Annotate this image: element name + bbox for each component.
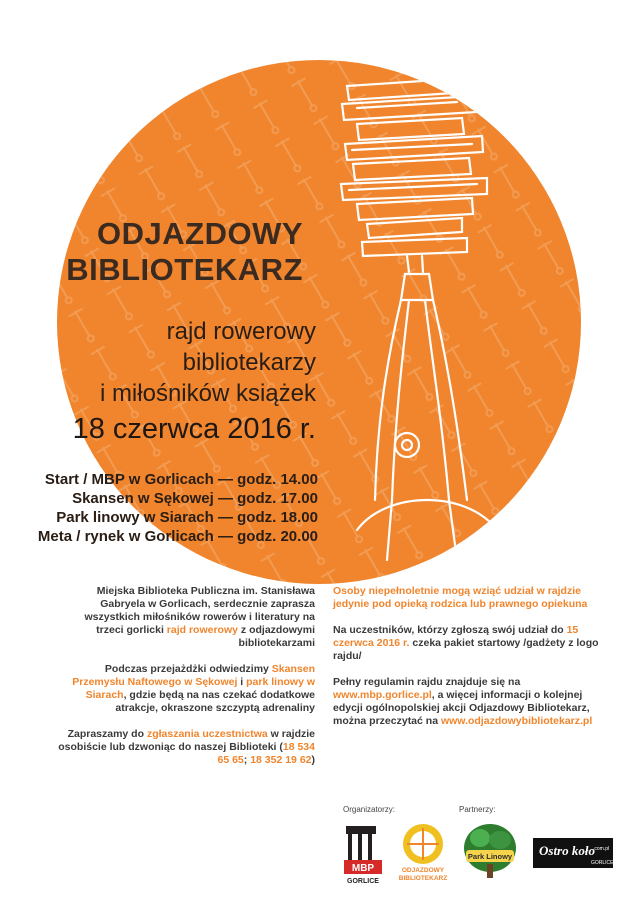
highlight-text: Skansen Przemysłu Naftowego w Sękowej: [72, 663, 315, 688]
ostro-logo-text: Ostro koło: [539, 843, 595, 858]
highlight-text: 15 czerwca 2016 r.: [333, 624, 579, 649]
minors-notice: Osoby niepełnoletnie mogą wziąć udział w rajdzie jedynie pod opieką rodzica lub prawnego opiekuna: [333, 585, 588, 610]
mbp-logo-sub: GORLICE: [347, 878, 379, 885]
schedule-item: Start / MBP w Gorlicach — godz. 14.00: [44, 471, 318, 488]
highlight-text: rajd rowerowy: [166, 624, 238, 636]
poster-title: [66, 216, 303, 288]
ostro-logo-sub: GORLICE: [591, 860, 613, 866]
organizers-label: Organizatorzy:: [343, 805, 396, 814]
title-line-1: ODJAZDOWY: [97, 216, 303, 251]
ostro-kolo-logo: [533, 838, 613, 868]
schedule-list: [38, 470, 318, 546]
registration-paragraph: Zapraszamy do zgłaszania uczestnictwa w rajdzie osobiście lub dzwoniąc do naszej Biblioteki (18 534 65 65; 18 352 19 62): [58, 728, 315, 766]
mbp-website-link[interactable]: www.mbp.gorlice.pl: [333, 689, 432, 701]
subtitle-line-3: i miłośników książek: [99, 380, 316, 407]
poster-subtitle: [100, 316, 316, 409]
info-right-column: [333, 585, 603, 741]
odjazdowy-website-link[interactable]: www.odjazdowybibliotekarz.pl: [440, 715, 593, 727]
schedule-item: Meta / rynek w Gorlicach — godz. 20.00: [37, 528, 318, 545]
phone-number[interactable]: 18 352 19 62: [250, 754, 312, 766]
starter-pack-paragraph: Na uczestników, którzy zgłoszą swój udział do 15 czerwca 2016 r. czeka pakiet startowy /gadżety z logo rajdu/: [333, 624, 599, 662]
info-left-column: [55, 585, 315, 780]
park-logo-text: Park Linowy: [467, 852, 513, 861]
subtitle-line-1: rajd rowerowy: [166, 318, 316, 345]
schedule-item: Skansen w Sękowej — godz. 17.00: [72, 490, 318, 507]
odjazdowy-logo-line-2: BIBLIOTEKARZ: [398, 875, 448, 882]
park-linowy-logo: [460, 820, 520, 882]
title-line-2: BIBLIOTEKARZ: [66, 252, 303, 287]
event-date: 18 czerwca 2016 r.: [72, 413, 316, 445]
rules-paragraph: Pełny regulamin rajdu znajduje się na www.mbp.gorlice.pl, a więcej informacji o kolejnej edycji ogólnopolskiej akcji Odjazdowy Bibliotekarz, można przeczytać na www.odjazdowybibliotekarz.pl: [333, 676, 593, 727]
partners-label: Partnerzy:: [459, 805, 496, 814]
ostro-logo-domain: .com.pl: [593, 846, 610, 852]
phone-number[interactable]: 18 534 65 65: [217, 741, 315, 766]
invitation-paragraph: Miejska Biblioteka Publiczna im. Stanisława Gabryela w Gorlicach, serdecznie zaprasza wszystkich miłośników rowerów i literatury na trzeci gorlicki rajd rowerowy z odjazdowymi bibliotekarzami: [84, 585, 315, 649]
highlight-text: zgłaszania uczestnictwa: [146, 728, 268, 740]
schedule-item: Park linowy w Siarach — godz. 18.00: [56, 509, 318, 526]
mbp-gorlice-logo: [340, 822, 386, 888]
subtitle-line-2: bibliotekarzy: [182, 349, 316, 376]
attractions-paragraph: Podczas przejażdżki odwiedzimy Skansen Przemysłu Naftowego w Sękowej i park linowy w Siarach, gdzie będą na nas czekać dodatkowe atrakcje, okraszone szczyptą adrenaliny: [72, 663, 315, 714]
mbp-logo-text: MBP: [351, 863, 375, 874]
odjazdowy-logo-line-1: ODJAZDOWY: [401, 867, 445, 874]
odjazdowy-bibliotekarz-logo: [395, 818, 451, 884]
highlight-text: park linowy w Siarach: [85, 676, 315, 701]
